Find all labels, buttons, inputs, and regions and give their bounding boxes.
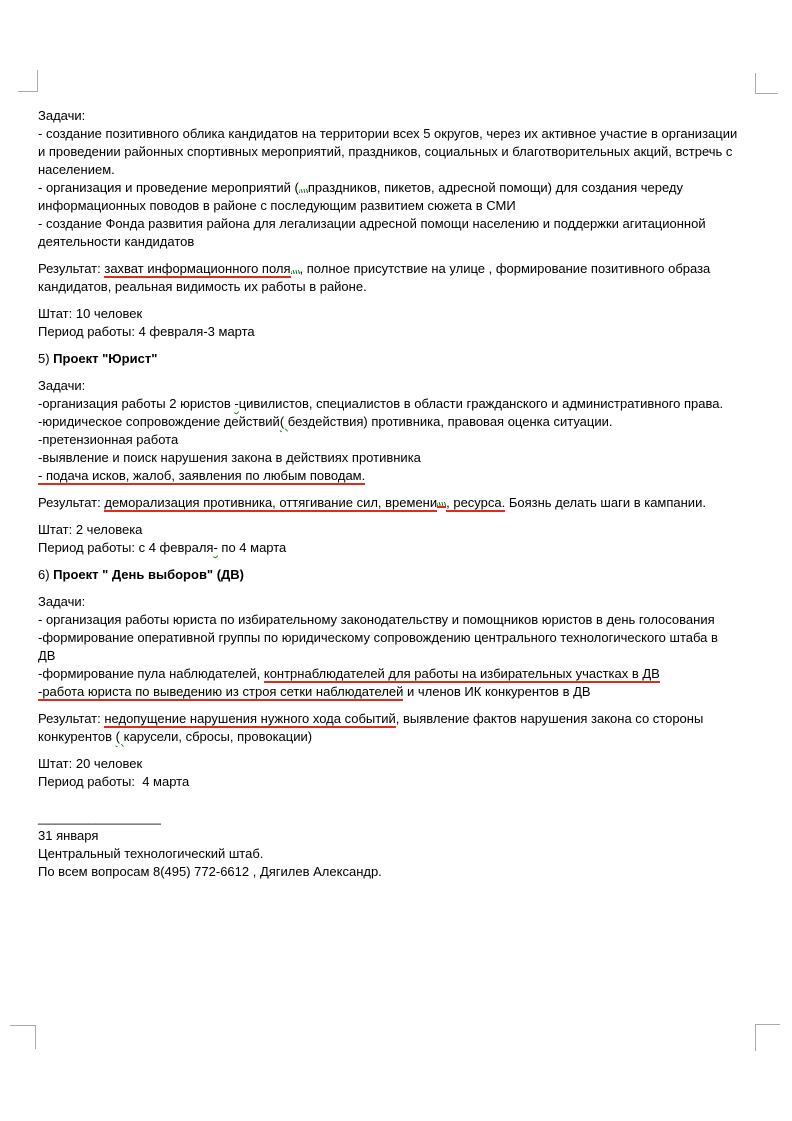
text-segment: Задачи: xyxy=(38,378,86,393)
red-underlined-text: -работа юриста по выведению из строя сетки наблюдателей xyxy=(38,684,404,699)
blank-line xyxy=(38,701,757,710)
text-segment: Результат: xyxy=(38,495,105,510)
crop-mark-top-right xyxy=(755,73,778,94)
crop-mark-bottom-left xyxy=(10,1025,36,1049)
text-segment: По всем вопросам 8(495) 772-6612 , Дягилев Александр. xyxy=(38,864,382,879)
text-line xyxy=(38,539,757,557)
text-line xyxy=(38,827,757,845)
blank-line xyxy=(38,251,757,260)
blank-line xyxy=(38,791,757,800)
text-segment: , полное присутствие на улице , формирование позитивного образа xyxy=(299,261,711,276)
spellchecked-text: ( xyxy=(115,729,124,744)
text-line xyxy=(38,629,757,647)
text-line xyxy=(38,233,757,251)
text-line xyxy=(38,161,757,179)
text-segment: Результат: xyxy=(38,711,105,726)
text-segment: Штат: 2 человека xyxy=(38,522,143,537)
spellchecked-text: - xyxy=(234,396,239,411)
text-line xyxy=(38,647,757,665)
text-segment: Период работы: 4 февраля-3 марта xyxy=(38,324,255,339)
text-segment: Боязнь делать шаги в кампании. xyxy=(505,495,706,510)
red-underlined-text: деморализация противника, оттягивание сил, времени xyxy=(104,495,438,510)
text-segment: - создание позитивного облика кандидатов на территории всех 5 округов, через их активное участие в организации xyxy=(38,126,738,141)
text-segment: и членов ИК конкурентов в ДВ xyxy=(403,684,591,699)
text-line xyxy=(38,683,757,701)
blank-line xyxy=(38,368,757,377)
text-line xyxy=(38,197,757,215)
text-line xyxy=(38,215,757,233)
text-segment: цивилистов, специалистов в области гражданского и административного права. xyxy=(238,396,724,411)
text-segment: конкурентов xyxy=(38,729,116,744)
text-segment: карусели, сбросы, провокации) xyxy=(123,729,313,744)
text-segment: - организация и проведение мероприятий ( xyxy=(38,180,299,195)
section-heading-text: Проект " День выборов" (ДВ) xyxy=(53,567,245,582)
text-segment: -претензионная работа xyxy=(38,432,179,447)
text-line xyxy=(38,449,757,467)
text-segment: -формирование пула наблюдателей, xyxy=(38,666,264,681)
text-line xyxy=(38,431,757,449)
blank-line xyxy=(38,341,757,350)
red-underlined-text: , ресурса. xyxy=(446,495,506,510)
spellcheck-squiggle-mark xyxy=(291,270,300,274)
text-segment: -формирование оперативной группы по юридическому сопровождению центрального технологического штаба в xyxy=(38,630,718,645)
blank-line xyxy=(38,512,757,521)
text-line xyxy=(38,125,757,143)
text-segment: -юридическое сопровождение действий xyxy=(38,414,280,429)
text-line xyxy=(38,665,757,683)
red-underlined-text: контрнаблюдателей для работы на избирательных участках в ДВ xyxy=(263,666,660,681)
text-line xyxy=(38,377,757,395)
blank-line xyxy=(38,746,757,755)
text-segment: Штат: 10 человек xyxy=(38,306,143,321)
text-segment: -выявление и поиск нарушения закона в действиях противника xyxy=(38,450,421,465)
text-segment: Период работы: с 4 февраля xyxy=(38,540,214,555)
text-line xyxy=(38,323,757,341)
text-line xyxy=(38,107,757,125)
section-heading-text: Проект "Юрист" xyxy=(53,351,158,366)
text-line xyxy=(38,305,757,323)
text-segment: информационных поводов в районе с последующим развитием сюжета в СМИ xyxy=(38,198,516,213)
spellchecked-text: ( xyxy=(279,414,288,429)
text-segment: 6) xyxy=(38,567,54,582)
text-segment: праздников, пикетов, адресной помощи) для создания череду xyxy=(307,180,684,195)
text-line xyxy=(38,260,757,278)
text-line xyxy=(38,728,757,746)
text-line xyxy=(38,467,757,485)
text-segment: ДВ xyxy=(38,648,56,663)
text-segment: и проведении районных спортивных мероприятий, праздников, социальных и благотворительных акций, встречь с xyxy=(38,144,733,159)
text-segment: Задачи: xyxy=(38,108,86,123)
text-line xyxy=(38,350,757,368)
text-segment: Центральный технологический штаб. xyxy=(38,846,264,861)
crop-mark-top-left xyxy=(18,70,38,92)
text-segment: населением. xyxy=(38,162,115,177)
text-segment: -организация работы 2 юристов xyxy=(38,396,235,411)
crop-mark-bottom-right xyxy=(755,1024,780,1051)
text-segment: кандидатов, реальная видимость их работы в районе. xyxy=(38,279,367,294)
blank-line xyxy=(38,584,757,593)
text-line xyxy=(38,773,757,791)
text-segment: Результат: xyxy=(38,261,105,276)
signature-divider: _________________ xyxy=(38,810,161,825)
text-segment: 31 января xyxy=(38,828,99,843)
document-text xyxy=(38,107,757,881)
text-segment: по 4 марта xyxy=(217,540,287,555)
red-underlined-text: - подача исков, жалоб, заявления по любым поводам. xyxy=(38,468,366,483)
text-line xyxy=(38,521,757,539)
text-line xyxy=(38,566,757,584)
text-line xyxy=(38,278,757,296)
text-line xyxy=(38,395,757,413)
spellcheck-squiggle-mark xyxy=(437,502,446,508)
text-line xyxy=(38,710,757,728)
text-line xyxy=(38,611,757,629)
text-segment: деятельности кандидатов xyxy=(38,234,195,249)
text-line xyxy=(38,863,757,881)
text-segment: , выявление фактов нарушения закона со стороны xyxy=(395,711,704,726)
blank-line xyxy=(38,485,757,494)
text-segment: бездействия) противника, правовая оценка ситуации. xyxy=(287,414,613,429)
text-segment: 5) xyxy=(38,351,54,366)
text-segment: - создание Фонда развития района для легализации адресной помощи населению и поддержки агитационной xyxy=(38,216,706,231)
text-line xyxy=(38,845,757,863)
text-line xyxy=(38,143,757,161)
text-line xyxy=(38,593,757,611)
spellchecked-text: - xyxy=(213,540,218,555)
text-segment: Штат: 20 человек xyxy=(38,756,143,771)
red-underlined-text: недопущение нарушения нужного хода событий xyxy=(104,711,396,726)
text-segment: Задачи: xyxy=(38,594,86,609)
text-segment: Период работы: 4 марта xyxy=(38,774,190,789)
text-segment: - организация работы юриста по избирательному законодательству и помощников юристов в день голосования xyxy=(38,612,715,627)
blank-line xyxy=(38,557,757,566)
text-line xyxy=(38,809,757,827)
spellcheck-squiggle-mark xyxy=(299,189,308,193)
blank-line xyxy=(38,800,757,809)
blank-line xyxy=(38,296,757,305)
text-line xyxy=(38,179,757,197)
text-line xyxy=(38,494,757,512)
text-line xyxy=(38,755,757,773)
text-line xyxy=(38,413,757,431)
red-underlined-text: захват информационного поля xyxy=(104,261,291,276)
